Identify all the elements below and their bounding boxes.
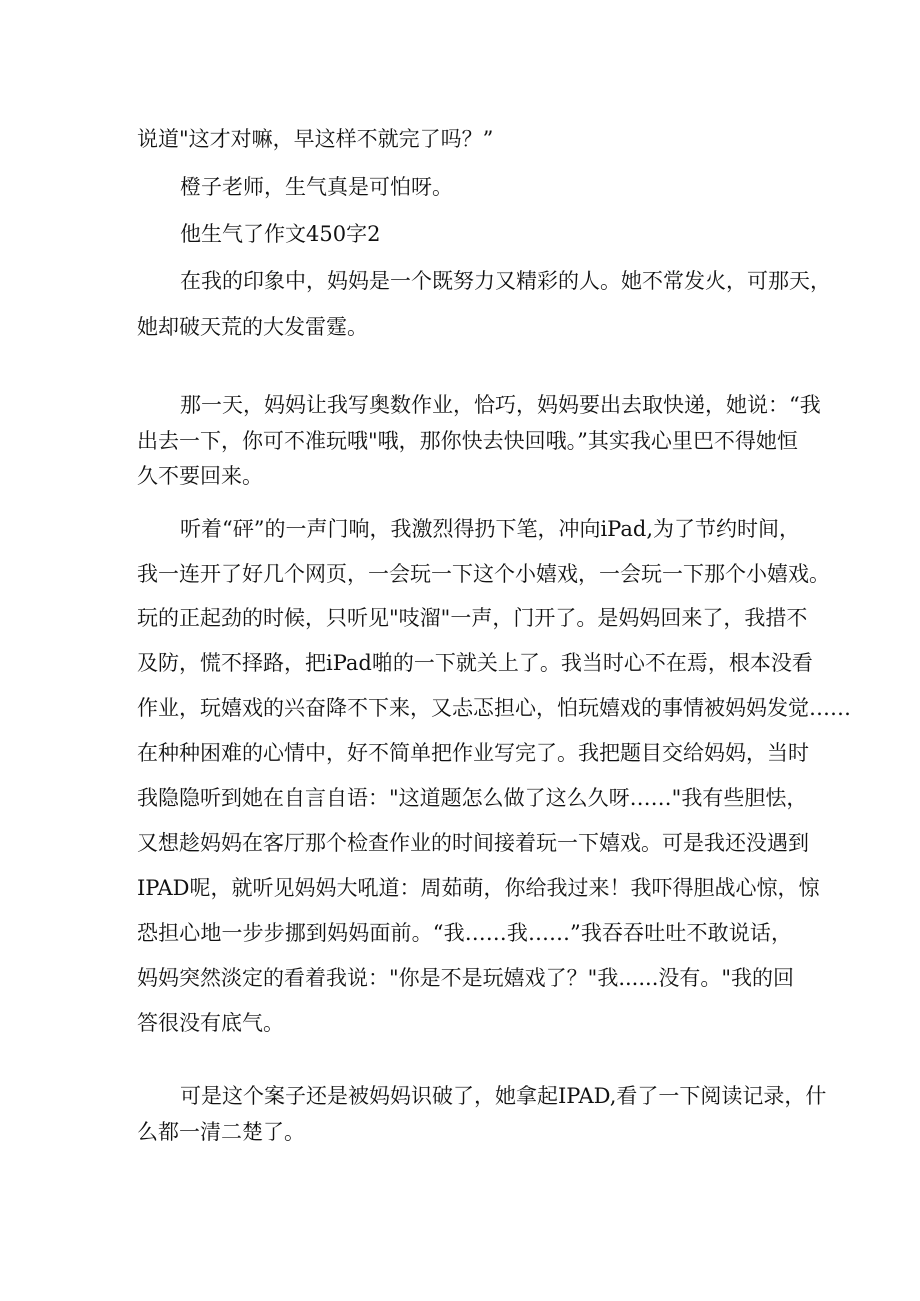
paragraph-line: 又想趁妈妈在客厅那个检查作业的时间接着玩一下嬉戏。可是我还没遇到 [137,831,809,855]
paragraph-line: 玩的正起劲的时候，只听见"吱溜"一声，门开了。是妈妈回来了，我措不 [137,606,808,630]
paragraph-line: 她却破天荒的大发雷霆。 [137,315,368,339]
paragraph-line: 久不要回来。 [137,464,263,488]
paragraph-line: 答很没有底气。 [137,1011,284,1035]
paragraph-line: 可是这个案子还是被妈妈识破了，她拿起IPAD,看了一下阅读记录，什 [180,1084,827,1108]
paragraph-line: 恐担心地一步步挪到妈妈面前。“我……我……”我吞吞吐吐不敢说话， [137,921,792,945]
paragraph-line: 我隐隐听到她在自言自语："这道题怎么做了这么久呀……"我有些胆怯， [137,786,808,810]
paragraph-line: 出去一下，你可不准玩哦"哦，那你快去快回哦。”其实我心里巴不得她恒 [137,429,798,453]
section-heading: 他生气了作文450字2 [180,222,381,246]
paragraph-line: 及防，慌不择路，把iPad啪的一下就关上了。我当时心不在焉，根本没看 [137,651,813,675]
paragraph-line: 妈妈突然淡定的看着我说："你是不是玩嬉戏了？"我......没有。"我的回 [137,966,795,990]
paragraph-line: 在种种困难的心情中，好不简单把作业写完了。我把题目交给妈妈，当时 [137,741,809,765]
paragraph-line: 我一连开了好几个网页，一会玩一下这个小嬉戏，一会玩一下那个小嬉戏。 [137,562,830,586]
paragraph-line: 在我的印象中，妈妈是一个既努力又精彩的人。她不常发火，可那天， [180,269,831,293]
paragraph-line: 么都一清二楚了。 [137,1120,305,1144]
paragraph-line: 说道"这才对嘛，早这样不就完了吗？” [137,127,494,151]
paragraph-line: 作业，玩嬉戏的兴奋降不下来，又忐忑担心，怕玩嬉戏的事情被妈妈发觉…… [137,696,851,720]
paragraph-line: 橙子老师，生气真是可怕呀。 [180,175,453,199]
paragraph-line: 听着“砰”的一声门响，我激烈得扔下笔，冲向iPad,为了节约时间， [180,517,801,541]
paragraph-line: 那一天，妈妈让我写奥数作业，恰巧，妈妈要出去取快递，她说：“我 [180,393,821,417]
paragraph-line: IPAD呢，就听见妈妈大吼道：周茹萌，你给我过来！我吓得胆战心惊，惊 [137,876,820,900]
